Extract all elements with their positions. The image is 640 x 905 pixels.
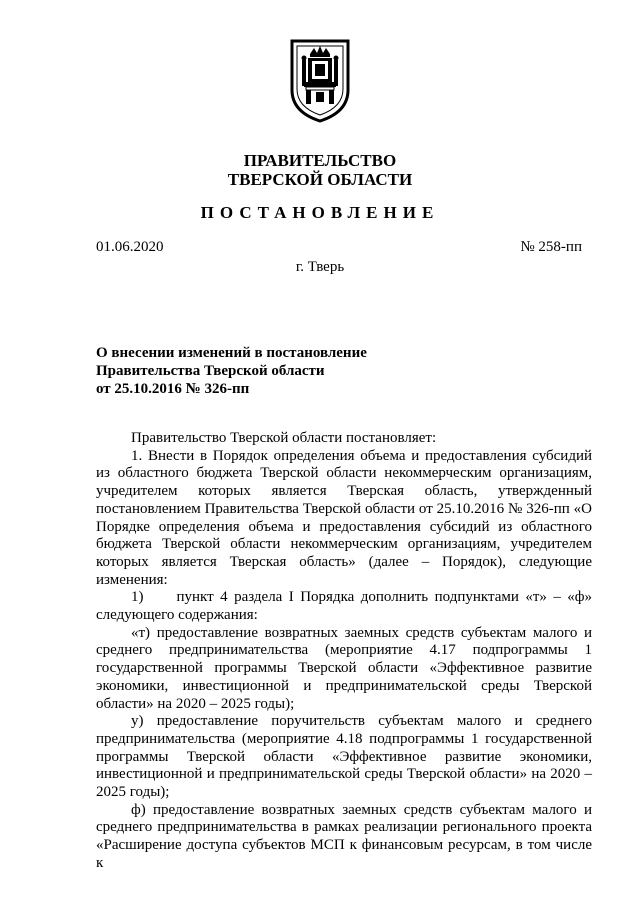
list-item-text: пункт 4 раздела I Порядка дополнить подпунктами «т» – «ф» следующего содержания: [96, 589, 592, 624]
subject-line: О внесении изменений в постановление [96, 345, 367, 361]
document-body [96, 430, 592, 873]
org-name-line2: ТВЕРСКОЙ ОБЛАСТИ [227, 170, 413, 189]
body-paragraph [96, 589, 592, 624]
document-subject [96, 344, 367, 398]
body-paragraph: «т) предоставление возвратных заемных средств субъектам малого и среднего предпринимательства (мероприятие 4.17 подпрограммы 1 государственной программы Тверской области «Эффективное развитие экономики, инвестиционной и предпринимательской среды Тверской области» на 2020 – 2025 годы); [96, 624, 592, 712]
subject-line: от 25.10.2016 № 326-пп [96, 381, 250, 397]
body-paragraph: ф) предоставление возвратных заемных средств субъектам малого и среднего предпринимательства в рамках реализации регионального проекта «Расширение доступа субъектов МСП к финансовым ресурсам, в том числе к [96, 801, 592, 871]
document-type-title: ПОСТАНОВЛЕНИЕ [200, 203, 440, 222]
subject-line: Правительства Тверской области [96, 363, 325, 379]
document-city: г. Тверь [295, 259, 345, 275]
document-number: № 258-пп [520, 239, 582, 255]
document-date: 01.06.2020 [96, 239, 164, 255]
list-number: 1) [131, 589, 144, 606]
body-paragraph: Правительство Тверской области постановляет: [131, 430, 437, 446]
body-paragraph: 1. Внести в Порядок определения объема и предоставления субсидий из областного бюджета Тверской области некоммерческим организациям, учредителем которых является Тверская область, утвержденный постановлением Правительства Тверской области от 25.10.2016 № 326-пп «О Порядке определения объема и предоставления субсидий из областного бюджета Тверской области некоммерческим организациям, учредителем которых является Тверская область» (далее – Порядок), следующие изменения: [96, 447, 592, 588]
coat-of-arms-emblem [288, 38, 352, 124]
body-paragraph: у) предоставление поручительств субъектам малого и среднего предпринимательства (мероприятие 4.18 подпрограммы 1 государственной программы Тверской области «Эффективное развитие экономики, инвестиционной и предпринимательской среды Тверской области» на 2020 – 2025 годы); [96, 713, 592, 801]
org-name-line1: ПРАВИТЕЛЬСТВО [243, 151, 397, 170]
